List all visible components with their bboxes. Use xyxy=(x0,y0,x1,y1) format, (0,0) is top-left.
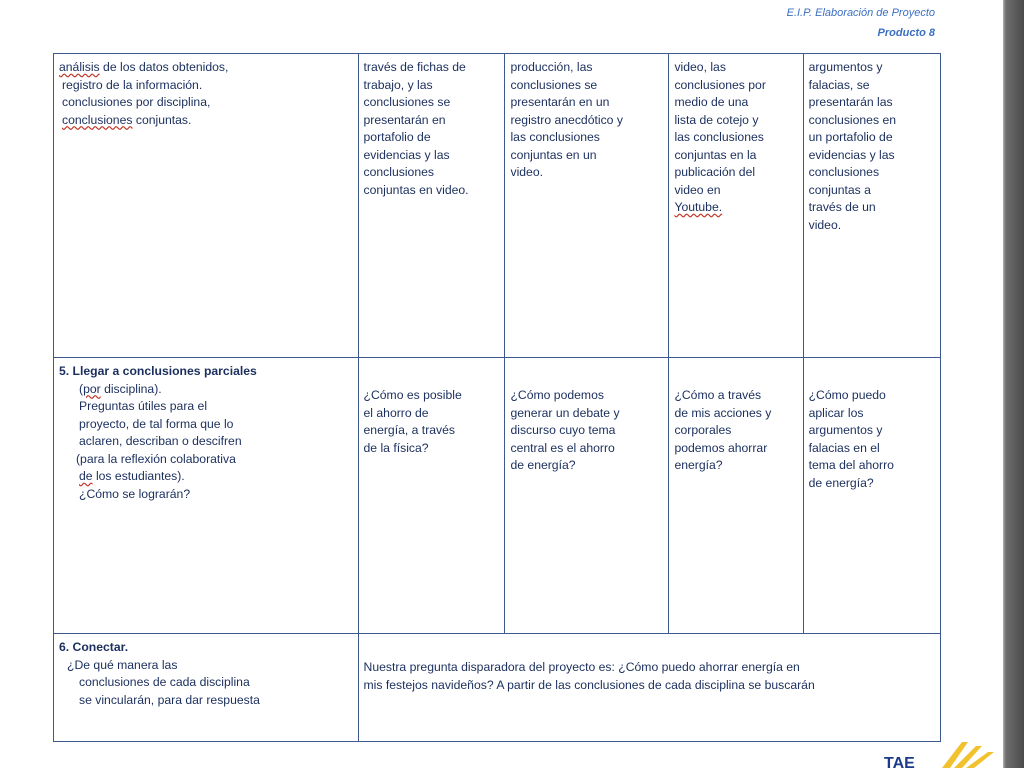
cell-line: video. xyxy=(510,165,543,179)
project-table xyxy=(53,53,941,742)
cell-line: de energía? xyxy=(510,458,576,472)
cell-line: las conclusiones xyxy=(510,130,600,144)
table-cell xyxy=(803,54,940,358)
cell-line: falacias en el xyxy=(808,440,880,455)
table-cell xyxy=(505,54,669,358)
cell-line: aclaren, describan o descifren xyxy=(79,434,242,448)
cell-line: conclusiones se xyxy=(510,77,598,92)
cell-line: las conclusiones xyxy=(674,130,764,144)
header-project-title: E.I.P. Elaboración de Proyecto xyxy=(786,7,935,19)
cell-line: través de fichas de xyxy=(363,60,466,74)
cell-line: corporales xyxy=(674,423,732,437)
table-cell xyxy=(358,358,505,634)
table-row xyxy=(54,634,941,742)
cell-line: presentarán en xyxy=(363,112,446,127)
cell-line: registro anecdótico y xyxy=(510,112,623,127)
table-row xyxy=(54,358,941,634)
cell-line: ¿Cómo es posible xyxy=(363,388,462,402)
cell-line: Preguntas útiles para el xyxy=(79,399,208,413)
cell-line: (por disciplina). xyxy=(79,381,162,396)
table-cell xyxy=(54,358,359,634)
cell-line: ¿Cómo se lograrán? xyxy=(79,486,191,501)
cell-line: ¿De qué manera las xyxy=(67,657,178,672)
cell-line: través de un xyxy=(808,200,876,214)
cell-line: central es el ahorro xyxy=(510,440,615,455)
cell-line: evidencias y las xyxy=(363,147,450,162)
cell-line: lista de cotejo y xyxy=(674,112,759,127)
cell-line: conjuntas en la xyxy=(674,147,757,162)
header-product-number: Producto 8 xyxy=(877,27,935,39)
cell-line: se vincularán, para dar respuesta xyxy=(79,692,260,707)
cell-line: medio de una xyxy=(674,95,749,109)
cell-line: proyecto, de tal forma que lo xyxy=(79,416,234,431)
section-title-5: 5. Llegar a conclusiones parciales xyxy=(59,364,257,378)
cell-line: energía, a través xyxy=(363,423,455,437)
cell-line: argumentos y xyxy=(808,60,883,74)
cell-line: evidencias y las xyxy=(808,147,895,162)
cell-line: discurso cuyo tema xyxy=(510,423,616,437)
cell-line: ¿Cómo puedo xyxy=(808,388,886,402)
cell-line: (para la reflexión colaborativa xyxy=(76,451,236,466)
cell-line: video en xyxy=(674,182,721,197)
cell-line: conclusiones se xyxy=(363,95,451,109)
tae-logo xyxy=(884,738,1000,768)
cell-line: generar un debate y xyxy=(510,405,620,420)
logo-rays xyxy=(942,742,994,768)
table-cell xyxy=(358,54,505,358)
cell-line: conclusiones xyxy=(363,165,434,179)
cell-line: conjuntas en video. xyxy=(363,182,469,197)
cell-line: portafolio de xyxy=(363,130,431,144)
cell-line: de los estudiantes). xyxy=(79,469,185,483)
cell-line: de la física? xyxy=(363,440,429,455)
window-edge xyxy=(1003,0,1024,768)
cell-line: el ahorro de xyxy=(363,405,429,420)
cell-line: Nuestra pregunta disparadora del proyecto es: ¿Cómo puedo ahorrar energía en xyxy=(363,660,800,674)
cell-line: Youtube. xyxy=(674,200,723,214)
cell-line: video, las xyxy=(674,60,726,74)
cell-line: presentarán las xyxy=(808,95,893,109)
cell-line: podemos ahorrar xyxy=(674,440,768,455)
cell-line: conclusiones por xyxy=(674,77,766,92)
spellcheck-word: conclusiones xyxy=(62,112,133,127)
cell-line: análisis de los datos obtenidos, xyxy=(59,60,229,74)
cell-line: presentarán en un xyxy=(510,95,610,109)
cell-line: conjuntas en un xyxy=(510,147,597,162)
spellcheck-word: análisis xyxy=(59,60,100,74)
cell-line: mis festejos navideños? A partir de las conclusiones de cada disciplina se buscarán xyxy=(363,677,815,692)
table-cell xyxy=(803,358,940,634)
spellcheck-word: por xyxy=(83,381,101,396)
table-cell xyxy=(669,54,803,358)
cell-line: producción, las xyxy=(510,60,593,74)
section-title-6: 6. Conectar. xyxy=(59,640,129,654)
cell-line: conclusiones conjuntas. xyxy=(62,112,192,127)
cell-line: conjuntas a xyxy=(808,182,871,197)
logo-text: TAE xyxy=(884,755,915,768)
cell-line: un portafolio de xyxy=(808,130,893,144)
cell-line: falacias, se xyxy=(808,77,870,92)
cell-line: de energía? xyxy=(808,475,874,490)
cell-line: de mis acciones y xyxy=(674,405,772,420)
cell-line: tema del ahorro xyxy=(808,458,894,472)
table-cell-merged xyxy=(358,634,940,742)
cell-line: ¿Cómo a través xyxy=(674,388,762,402)
cell-line: energía? xyxy=(674,458,723,472)
cell-line: trabajo, y las xyxy=(363,77,433,92)
cell-line: argumentos y xyxy=(808,423,883,437)
table-cell xyxy=(505,358,669,634)
table-cell xyxy=(54,634,359,742)
table-cell xyxy=(54,54,359,358)
cell-line: conclusiones por disciplina, xyxy=(62,95,211,109)
cell-line: conclusiones de cada disciplina xyxy=(79,675,250,689)
cell-line: conclusiones xyxy=(808,165,880,179)
spellcheck-word: de xyxy=(79,469,93,483)
table-cell xyxy=(669,358,803,634)
cell-line: publicación del xyxy=(674,165,756,179)
table-row xyxy=(54,54,941,358)
cell-line: registro de la información. xyxy=(62,77,203,92)
cell-line: video. xyxy=(808,217,842,232)
cell-line: conclusiones en xyxy=(808,112,896,127)
cell-line: aplicar los xyxy=(808,405,864,420)
cell-line: ¿Cómo podemos xyxy=(510,388,604,402)
